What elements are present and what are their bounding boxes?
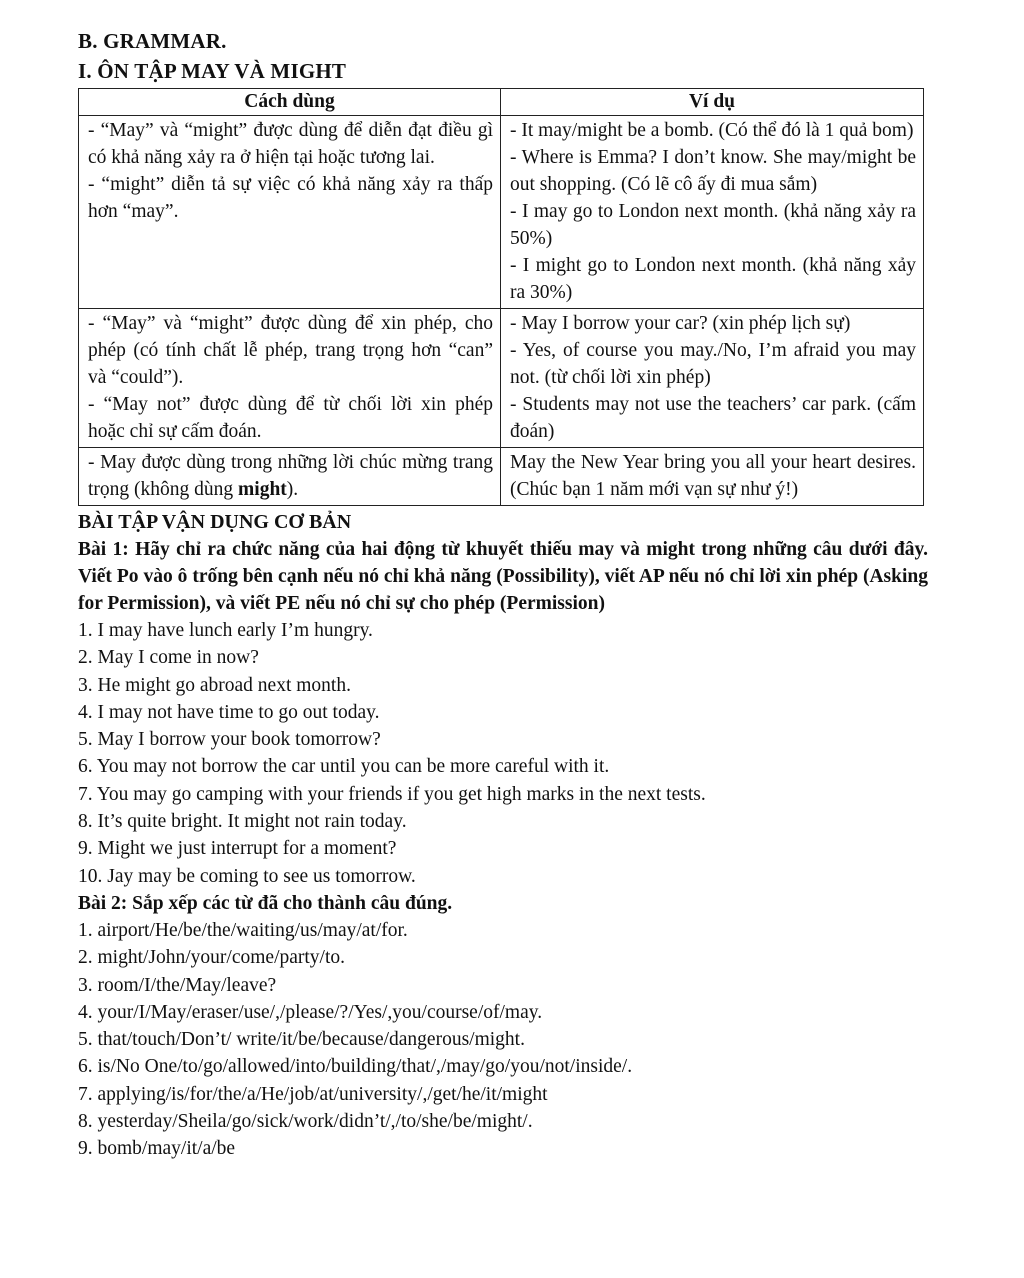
table-row <box>79 448 924 506</box>
examples-cell <box>501 309 924 448</box>
worksheet-page <box>78 26 928 1163</box>
usage-cell <box>79 309 501 448</box>
example-line: - Yes, of course you may./No, I’m afraid you may not. (từ chối lời xin phép) <box>510 340 916 388</box>
example-line: May the New Year bring you all your heart desires. (Chúc bạn 1 năm mới vạn sự như ý!) <box>510 452 916 500</box>
column-header-usage: Cách dùng <box>79 89 501 116</box>
list-item: 3. He might go abroad next month. <box>78 674 351 696</box>
list-item: 5. that/touch/Don’t/ write/it/be/because/dangerous/might. <box>78 1029 525 1051</box>
section-heading-may-might: I. ÔN TẬP MAY VÀ MIGHT <box>78 59 347 83</box>
example-line: - Where is Emma? I don’t know. She may/might be out shopping. (Có lẽ cô ấy đi mua sắm) <box>510 147 916 195</box>
column-header-examples: Ví dụ <box>501 89 924 116</box>
usage-text-prefix: - May được dùng trong những lời chúc mừng trang trọng (không dùng <box>88 452 493 500</box>
list-item: 9. Might we just interrupt for a moment? <box>78 838 397 860</box>
table-row <box>79 116 924 309</box>
list-item: 8. It’s quite bright. It might not rain today. <box>78 811 407 833</box>
exercise-1-heading: Bài 1: Hãy chỉ ra chức năng của hai động từ khuyết thiếu may và might trong những câu dưới đây. Viết Po vào ô trống bên cạnh nếu nó chỉ khả năng (Possibility), viết AP nếu nó chỉ lời xin phép (Asking for Permission), và viết PE nếu nó chỉ sự cho phép (Permission) <box>78 539 928 614</box>
list-item: 10. Jay may be coming to see us tomorrow. <box>78 865 416 887</box>
example-line: - It may/might be a bomb. (Có thể đó là 1 quả bom) <box>510 120 914 141</box>
usage-line: - “May not” được dùng để từ chối lời xin phép hoặc chỉ sự cấm đoán. <box>88 394 493 442</box>
table-row <box>79 309 924 448</box>
section-heading-grammar: B. GRAMMAR. <box>78 29 227 53</box>
grammar-table <box>78 88 924 506</box>
list-item: 5. May I borrow your book tomorrow? <box>78 729 381 751</box>
usage-text-suffix: ). <box>286 479 299 500</box>
list-item: 3. room/I/the/May/leave? <box>78 974 277 996</box>
examples-cell <box>501 116 924 309</box>
exercise-2-list <box>78 917 928 1163</box>
list-item: 1. I may have lunch early I’m hungry. <box>78 620 373 641</box>
exercise-1-list <box>78 617 928 890</box>
list-item: 7. applying/is/for/the/a/He/job/at/university/,/get/he/it/might <box>78 1083 548 1105</box>
usage-cell <box>79 116 501 309</box>
list-item: 1. airport/He/be/the/waiting/us/may/at/for. <box>78 919 408 941</box>
example-line: - I may go to London next month. (khả năng xảy ra 50%) <box>510 201 916 249</box>
example-line: - I might go to London next month. (khả năng xảy ra 30%) <box>510 255 916 303</box>
list-item: 2. might/John/your/come/party/to. <box>78 947 346 969</box>
usage-line: - “May” và “might” được dùng để xin phép, cho phép (có tính chất lễ phép, trang trọng hơn “can” và “could”). <box>88 313 493 388</box>
list-item: 7. You may go camping with your friends if you get high marks in the next tests. <box>78 783 706 805</box>
usage-text-bold: might <box>238 479 287 500</box>
list-item: 6. is/No One/to/go/allowed/into/building/that/,/may/go/you/not/inside/. <box>78 1056 633 1078</box>
examples-cell <box>501 448 924 506</box>
exercise-2-heading: Bài 2: Sắp xếp các từ đã cho thành câu đúng. <box>78 892 453 914</box>
usage-line: - “might” diễn tả sự việc có khả năng xảy ra thấp hơn “may”. <box>88 174 493 222</box>
list-item: 2. May I come in now? <box>78 647 259 669</box>
list-item: 4. I may not have time to go out today. <box>78 701 380 723</box>
example-line: - Students may not use the teachers’ car park. (cấm đoán) <box>510 394 916 442</box>
table-header-row <box>79 89 924 116</box>
list-item: 6. You may not borrow the car until you can be more careful with it. <box>78 756 610 778</box>
example-line: - May I borrow your car? (xin phép lịch sự) <box>510 313 851 334</box>
list-item: 4. your/I/May/eraser/use/,/please/?/Yes/,you/course/of/may. <box>78 1001 543 1023</box>
usage-cell <box>79 448 501 506</box>
list-item: 9. bomb/may/it/a/be <box>78 1138 236 1160</box>
list-item: 8. yesterday/Sheila/go/sick/work/didn’t/,/to/she/be/might/. <box>78 1111 533 1133</box>
practice-title: BÀI TẬP VẬN DỤNG CƠ BẢN <box>78 511 352 533</box>
usage-line: - “May” và “might” được dùng để diễn đạt điều gì có khả năng xảy ra ở hiện tại hoặc tương lai. <box>88 120 493 168</box>
